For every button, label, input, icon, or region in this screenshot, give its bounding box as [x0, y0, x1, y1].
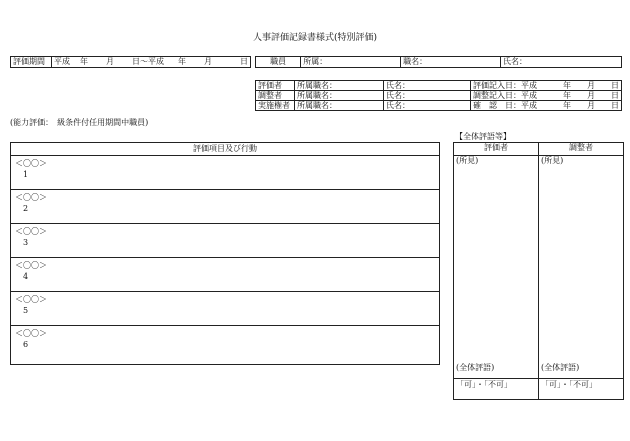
adjuster-grade-label: (全体評語)	[539, 362, 624, 379]
list-item: ＜〇〇＞ 2	[11, 190, 439, 224]
period-label: 評価期間	[11, 57, 52, 68]
evaluator-opinion: (所見)	[454, 156, 539, 362]
evaluation-period-table: 評価期間 平成 年 月 日～平成 年 月 日	[10, 56, 251, 68]
page-title: 人事評価記録書様式(特別評価)	[252, 33, 378, 43]
list-item: ＜〇〇＞ 3	[11, 224, 439, 258]
evaluator-row: 実施権者 所属職名： 氏名： 確 認 日：平成 年 月 日	[256, 101, 622, 111]
staff-label: 職員	[256, 57, 301, 68]
items-header: 評価項目及び行動	[11, 143, 439, 156]
overall-col-evaluator: 評価者	[454, 143, 539, 156]
ability-caption: (能力評価： 級条件付任用期間中職員)	[10, 118, 149, 127]
overall-assessment-table	[453, 142, 624, 400]
staff-dept: 所属：	[301, 57, 401, 68]
adjuster-grade-choice: 「可」・「不可」	[539, 378, 624, 399]
overall-col-adjuster: 調整者	[539, 143, 624, 156]
list-item: ＜〇〇＞ 6	[15, 329, 47, 349]
evaluator-row: 評価者 所属職名： 氏名： 評価記入日：平成 年 月 日	[256, 81, 622, 91]
list-item: ＜〇〇＞ 1	[11, 156, 439, 190]
staff-name: 氏名：	[501, 57, 622, 68]
adjuster-opinion: (所見)	[539, 156, 624, 362]
staff-table	[255, 56, 622, 68]
evaluator-table	[255, 80, 622, 111]
evaluator-grade-label: (全体評語)	[454, 362, 539, 379]
overall-caption: 【全体評語等】	[455, 132, 511, 141]
evaluator-row: 調整者 所属職名： 氏名： 調整記入日：平成 年 月 日	[256, 91, 622, 101]
list-item: ＜〇〇＞ 4	[11, 258, 439, 292]
staff-position: 職名：	[401, 57, 501, 68]
evaluation-items-box	[10, 142, 440, 365]
evaluator-grade-choice: 「可」・「不可」	[454, 378, 539, 399]
list-item: ＜〇〇＞ 5	[11, 292, 439, 326]
